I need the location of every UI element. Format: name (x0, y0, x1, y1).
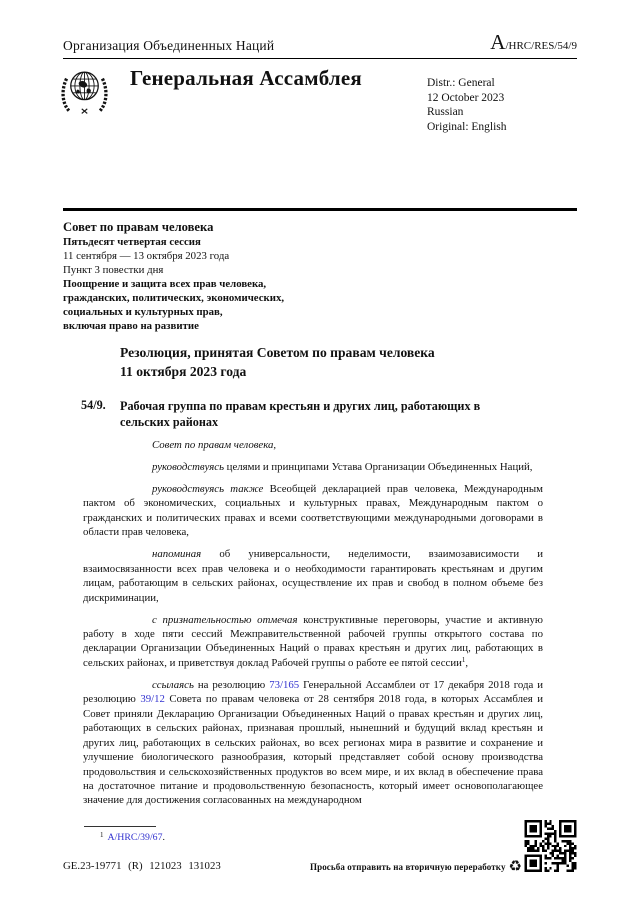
footnote-suffix: . (162, 832, 165, 843)
doc-symbol-letter: A (490, 30, 506, 54)
text-segment: об универсальности, неделимости, взаимозависимости и взаимосвязанности всех прав человека и о необходимости гарантировать крестьянам и другим лицам, работающим в сельских районах, осуществление их прав и свобод в полном объеме без дискриминации, (83, 548, 543, 604)
body-paragraph (83, 613, 543, 671)
doc-symbol (490, 30, 577, 55)
body-paragraph (83, 460, 543, 474)
text-segment: Всеобщей декларацией прав человека, Международным пактом об экономических, социальных и культурных правах, Международным пактом о гражданских и политических правах и всеми соответствующими международными договорами в области прав человека, (83, 482, 543, 539)
body-paragraph (83, 678, 543, 808)
qr-code (523, 820, 578, 872)
session-block (63, 220, 284, 333)
agenda-title-line: социальных и культурных прав, (63, 306, 223, 318)
footnote (83, 831, 165, 843)
distr-block (427, 76, 507, 134)
body-paragraph (83, 547, 543, 605)
text-segment: руководствуясь (152, 460, 224, 473)
resolution-heading-row (81, 398, 543, 430)
text-segment: конструктивные переговоры, участие и активную работу в ходе пяти сессий Межправительственной рабочей группы открытого состава по декларации Организации Объединенных Наций о правах крестьян и других лиц, работающих в сельских районах, и приветствуя доклад Рабочей группы о работе ее пятой сессии (83, 613, 543, 669)
recycle-icon: ♻ (508, 857, 522, 875)
recycle-note (310, 859, 522, 874)
session-dates: 11 сентября — 13 октября 2023 года (63, 250, 230, 262)
text-segment: Совет по правам человека, (152, 439, 277, 451)
text-segment: ссылаясь (152, 678, 194, 691)
distr-line: Distr.: General (427, 77, 495, 89)
document-id-line: GE.23-19771 (R) 121023 131023 (63, 860, 221, 872)
text-segment: на резолюцию (193, 678, 270, 691)
resolution-body (83, 438, 543, 815)
divider-rule (63, 208, 577, 211)
footnote-link[interactable]: A/HRC/39/67 (107, 832, 163, 843)
resolution-number: 54/9. (81, 398, 106, 412)
doc-symbol-rest: /HRC/RES/54/9 (505, 40, 577, 52)
text-segment: , (465, 656, 469, 669)
resolution-title (120, 343, 560, 381)
footnote-ref: 1 (461, 655, 466, 664)
assembly-title: Генеральная Ассамблея (130, 66, 362, 90)
distr-line: Russian (427, 106, 464, 118)
body-paragraph (83, 438, 543, 452)
text-segment: напоминая (152, 548, 202, 561)
resolution-link[interactable]: 73/165 (269, 678, 300, 691)
agenda-title-line: Поощрение и защита всех прав человека, (63, 278, 267, 290)
un-emblem-icon (57, 63, 112, 118)
text-segment: руководствуясь также (152, 482, 264, 495)
resolution-link[interactable]: 39/12 (140, 693, 165, 706)
council-name: Совет по правам человека (63, 220, 214, 234)
resolution-title-line2: 11 октября 2023 года (120, 364, 247, 379)
body-paragraph (83, 482, 543, 540)
org-name-label: Организация Объединенных Наций (63, 38, 275, 53)
agenda-title-line: гражданских, политических, экономических, (63, 292, 285, 304)
text-segment: Генеральной Ассамблеи от 17 декабря 2018 года и резолюцию (83, 678, 543, 706)
text-segment: целями и принципами Устава Организации Объединенных Наций, (223, 460, 533, 473)
session-number: Пятьдесят четвертая сессия (63, 236, 201, 248)
resolution-title-line1: Резолюция, принятая Советом по правам человека (120, 345, 435, 360)
distr-line: 12 October 2023 (427, 91, 505, 104)
header-rule (63, 58, 577, 59)
agenda-title-line: включая право на развитие (63, 320, 199, 332)
footnote-rule (84, 826, 156, 827)
text-segment: Совета по правам человека от 28 сентября 2018 года, в которых Ассамблея и Совет приняли Декларацию Организации Объединенных Наций о правах крестьян и других лиц, работающих в сельских районах, признавая прошлый, нынешний и будущий вклад крестьян и других лиц, работающих в сельских районах, во всех регионах мира в развитие и сохранение и улучшение биологического разнообразия, который представляет собой основу производства продовольствия и сельскохозяйственных продуктов во всем мире, и их вклад в обеспечение права на достаточное питание и продовольственную безопасность, который имеет основополагающее значение для достижения согласованных на международном (83, 693, 543, 807)
footnote-marker: 1 (100, 831, 104, 839)
recycle-text: Просьба отправить на вторичную переработку (309, 861, 506, 872)
distr-line: Original: English (427, 120, 507, 133)
resolution-heading: Рабочая группа по правам крестьян и других лиц, работающих в сельских районах (120, 399, 481, 429)
text-segment: с признательностью отмечая (152, 613, 298, 626)
agenda-item: Пункт 3 повестки дня (63, 264, 164, 276)
